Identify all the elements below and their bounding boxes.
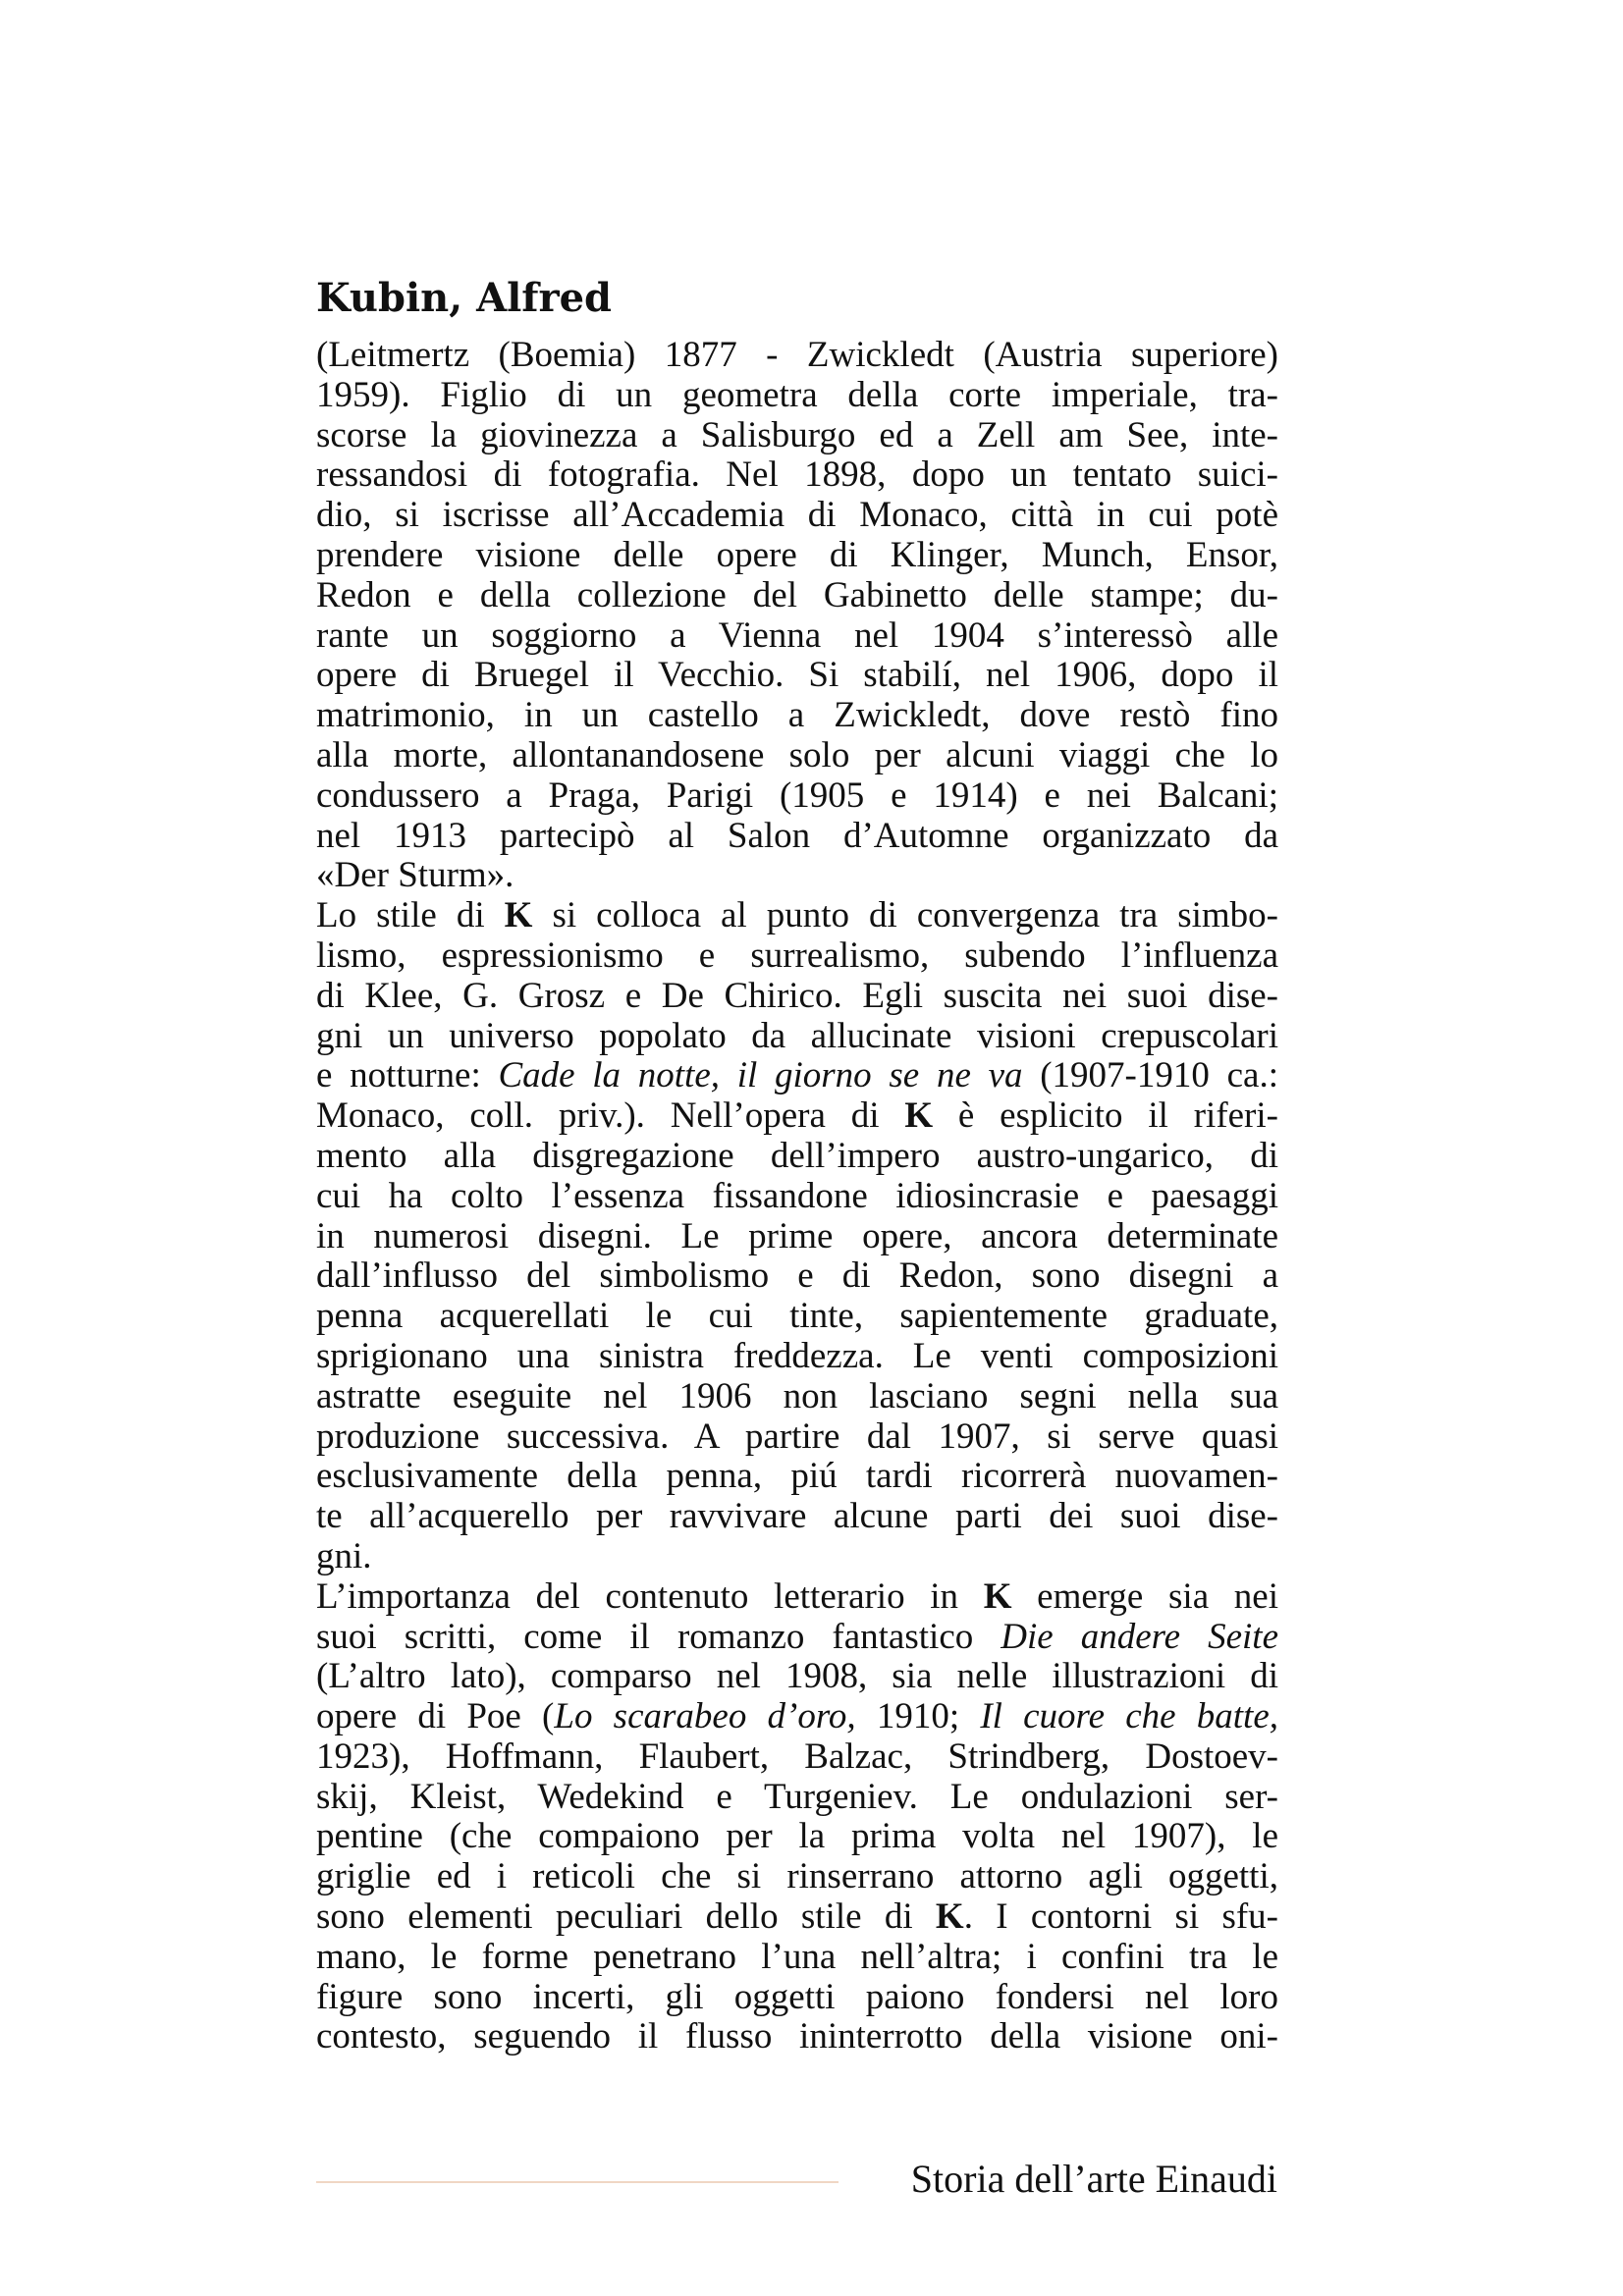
- text-line: opere di Bruegel il Vecchio. Si stabilí, nel 1906, dopo il: [316, 655, 1278, 696]
- text-run: sono elementi peculiari dello stile di: [316, 1896, 936, 1938]
- text-line: nel 1913 partecipò al Salon d’Automne organizzato da: [316, 815, 1278, 856]
- text-line: sprigionano una sinistra freddezza. Le venti composizioni: [316, 1335, 1278, 1376]
- text-run: è esplicito il riferi-: [933, 1095, 1278, 1137]
- text-run: e notturne:: [316, 1055, 499, 1096]
- text-line: dio, si iscrisse all’Accademia di Monaco, città in cui potè: [316, 495, 1278, 536]
- text-line: [316, 1096, 1278, 1137]
- text-line: condussero a Praga, Parigi (1905 e 1914) e nei Balcani;: [316, 774, 1278, 816]
- text-line: cui ha colto l’essenza fissandone idiosincrasie e paesaggi: [316, 1175, 1278, 1216]
- text-line: [316, 1618, 1278, 1658]
- text-run: opere di Poe (: [316, 1696, 555, 1737]
- text-line: «Der Sturm».: [316, 855, 514, 896]
- text-line: griglie ed i reticoli che si rinserrano attorno agli oggetti,: [316, 1856, 1278, 1897]
- text-line: rante un soggiorno a Vienna nel 1904 s’interessò alle: [316, 614, 1278, 656]
- text-line: in numerosi disegni. Le prime opere, ancora determinate: [316, 1215, 1278, 1256]
- text-line: mano, le forme penetrano l’una nell’altra; i confini tra le: [316, 1936, 1278, 1977]
- text-line: [316, 1056, 1278, 1096]
- artwork-title: Cade la notte, il giorno se ne va: [498, 1055, 1023, 1096]
- footer-series-title: Storia dell’arte Einaudi: [910, 2157, 1277, 2201]
- text-run: 1910;: [855, 1696, 981, 1737]
- text-line: esclusivamente della penna, piú tardi ricorrerà nuovamen-: [316, 1456, 1278, 1497]
- text-run: (1907-1910 ca.:: [1022, 1055, 1278, 1096]
- book-title: Il cuore che batte,: [980, 1696, 1278, 1737]
- text-line: pentine (che compaiono per la prima volta nel 1907), le: [316, 1816, 1278, 1857]
- text-line: gni.: [316, 1535, 372, 1576]
- text-line: mento alla disgregazione dell’impero austro-ungarico, di: [316, 1135, 1278, 1176]
- text-run: Monaco, coll. priv.). Nell’opera di: [316, 1095, 905, 1137]
- text-line: [316, 1577, 1278, 1618]
- text-run: L’importanza del contenuto letterario in: [316, 1575, 984, 1617]
- text-line: Redon e della collezione del Gabinetto delle stampe; du-: [316, 574, 1278, 615]
- text-line: ressandosi di fotografia. Nel 1898, dopo un tentato suici-: [316, 454, 1278, 496]
- book-title: Die andere Seite: [1001, 1616, 1279, 1657]
- artist-initial: K: [904, 1095, 934, 1137]
- text-line: dall’influsso del simbolismo e di Redon, sono disegni a: [316, 1255, 1278, 1297]
- text-run: Lo stile di: [316, 895, 505, 936]
- text-line: te all’acquerello per ravvivare alcune parti dei suoi dise-: [316, 1496, 1278, 1537]
- book-title: Lo scarabeo d’oro,: [554, 1696, 856, 1737]
- text-line: astratte eseguite nel 1906 non lasciano segni nella sua: [316, 1375, 1278, 1416]
- text-line: di Klee, G. Grosz e De Chirico. Egli suscita nei suoi dise-: [316, 975, 1278, 1016]
- artist-initial: K: [504, 895, 533, 936]
- text-line: matrimonio, in un castello a Zwickledt, dove restò fino: [316, 695, 1278, 736]
- text-line: gni un universo popolato da allucinate visioni crepuscolari: [316, 1015, 1278, 1056]
- text-line: 1959). Figlio di un geometra della corte imperiale, tra-: [316, 374, 1278, 415]
- text-line: figure sono incerti, gli oggetti paiono fondersi nel loro: [316, 1976, 1278, 2017]
- entry-body: [316, 336, 1278, 2057]
- text-line: (Leitmertz (Boemia) 1877 - Zwickledt (Austria superiore): [316, 335, 1278, 375]
- text-line: scorse la giovinezza a Salisburgo ed a Zell am See, inte-: [316, 414, 1278, 455]
- artist-initial: K: [935, 1896, 964, 1938]
- text-line: produzione successiva. A partire dal 1907, si serve quasi: [316, 1415, 1278, 1457]
- text-line: lismo, espressionismo e surrealismo, subendo l’influenza: [316, 934, 1278, 976]
- text-line: contesto, seguendo il flusso ininterrotto della visione oni-: [316, 2016, 1278, 2057]
- text-line: [316, 1897, 1278, 1938]
- text-line: [316, 896, 1278, 936]
- text-run: suoi scritti, come il romanzo fantastico: [316, 1616, 974, 1657]
- text-run: . I contorni si sfu-: [963, 1896, 1278, 1938]
- text-run: emerge sia nei: [1011, 1575, 1278, 1617]
- text-line: penna acquerellati le cui tinte, sapientemente graduate,: [316, 1296, 1278, 1337]
- text-line: skij, Kleist, Wedekind e Turgeniev. Le ondulazioni ser-: [316, 1776, 1278, 1817]
- text-line: prendere visione delle opere di Klinger, Munch, Ensor,: [316, 534, 1278, 575]
- text-line: [316, 1697, 1278, 1737]
- text-line: alla morte, allontanandosene solo per alcuni viaggi che lo: [316, 734, 1278, 775]
- text-line: (L’altro lato), comparso nel 1908, sia nelle illustrazioni di: [316, 1656, 1278, 1697]
- footer-divider: [316, 2181, 839, 2183]
- entry-title: Kubin, Alfred: [316, 275, 612, 321]
- text-run: si colloca al punto di convergenza tra simbo-: [532, 895, 1278, 936]
- text-line: 1923), Hoffmann, Flaubert, Balzac, Strindberg, Dostoev-: [316, 1735, 1278, 1777]
- artist-initial: K: [983, 1575, 1012, 1617]
